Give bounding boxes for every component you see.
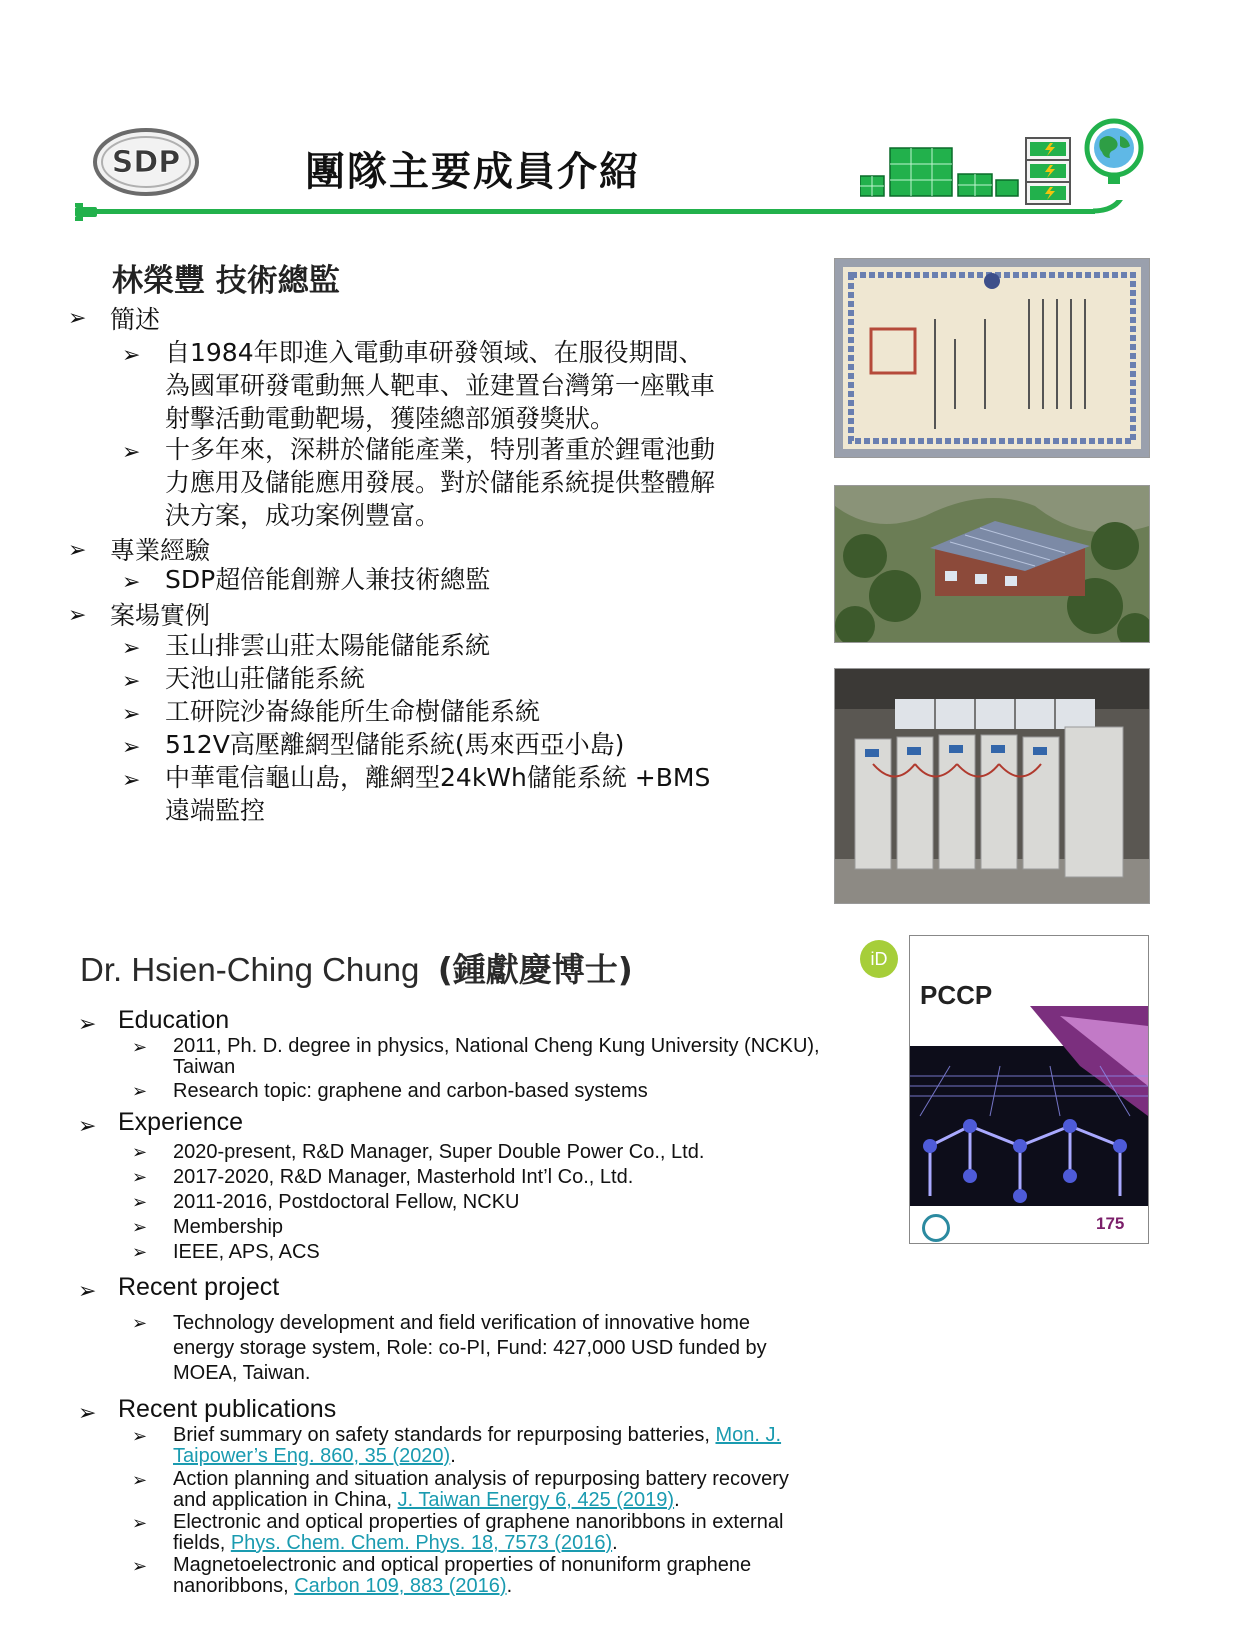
text-line: Magnetoelectronic and optical properties of nonuniform graphene [173, 1554, 752, 1576]
bullet-arrow-icon: ➢ [132, 1513, 148, 1534]
text-line: . [674, 1489, 680, 1511]
text-line: energy storage system, Role: co-PI, Fund: 427,000 USD funded by [173, 1337, 767, 1359]
bullet-arrow-icon: ➢ [122, 636, 141, 661]
member1-case-item [165, 761, 805, 827]
publication-link[interactable]: J. Taiwan Energy 6, 425 (2019) [397, 1489, 675, 1511]
publication-item [173, 1555, 913, 1597]
orcid-icon[interactable]: iD [860, 940, 898, 978]
text-line: 遠端監控 [165, 796, 266, 825]
award-certificate-photo [834, 258, 1150, 458]
bullet-arrow-icon: ➢ [78, 1401, 97, 1426]
text-line: 天池山莊儲能系統 [165, 664, 366, 693]
text-line: 自1984年即進入電動車研發領域、在服役期間、 [165, 338, 704, 367]
sdp-logo [92, 126, 200, 198]
project-item [173, 1311, 913, 1386]
bullet-arrow-icon: ➢ [132, 1142, 148, 1163]
bullet-arrow-icon: ➢ [122, 768, 141, 793]
text-line: Technology development and field verification of innovative home [173, 1312, 751, 1334]
experience-item: 2020-present, R&D Manager, Super Double Power Co., Ltd. [173, 1141, 705, 1163]
bullet-arrow-icon: ➢ [122, 669, 141, 694]
bullet-arrow-icon: ➢ [132, 1217, 148, 1238]
graphene-lattice-image [910, 1006, 1148, 1206]
text-line: SDP超倍能創辦人兼技術總監 [165, 565, 491, 594]
bullet-arrow-icon: ➢ [132, 1037, 148, 1058]
text-line: 2011, Ph. D. degree in physics, National Cheng Kung University (NCKU), [173, 1035, 820, 1057]
bullet-arrow-icon: ➢ [68, 538, 87, 563]
publication-link[interactable]: Phys. Chem. Chem. Phys. 18, 7573 (2016) [230, 1532, 613, 1554]
text-line: nanoribbons, [173, 1575, 295, 1597]
publication-link[interactable]: Carbon 109, 883 (2016) [294, 1575, 507, 1597]
member1-heading-experience: 專業經驗 [110, 536, 211, 565]
bullet-arrow-icon: ➢ [122, 440, 141, 465]
page-title: 團隊主要成員介紹 [305, 149, 641, 195]
text-line: 力應用及儲能應用發展。對於儲能系統提供整體解 [165, 468, 716, 497]
member2-name-en: Dr. Hsien-Ching Chung [80, 951, 420, 988]
battery-room-photo [834, 668, 1150, 904]
bullet-arrow-icon: ➢ [78, 1012, 97, 1037]
text-line: and application in China, [173, 1489, 398, 1511]
project-heading: Recent project [118, 1273, 280, 1301]
publications-heading: Recent publications [118, 1395, 337, 1423]
education-item [173, 1036, 913, 1078]
text-line: Brief summary on safety standards for repurposing batteries, [173, 1424, 716, 1446]
member1-name: 林榮豐 技術總監 [112, 263, 340, 299]
education-item: Research topic: graphene and carbon-based systems [173, 1080, 648, 1102]
text-line: MOEA, Taiwan. [173, 1362, 311, 1384]
member1-heading-cases: 案場實例 [110, 601, 211, 630]
mountain-lodge-solar-photo [834, 485, 1150, 643]
bullet-arrow-icon: ➢ [132, 1192, 148, 1213]
bullet-arrow-icon: ➢ [122, 702, 141, 727]
member1-case-item [165, 662, 805, 695]
member2-name [80, 944, 633, 991]
text-line: . [612, 1532, 618, 1554]
bullet-arrow-icon: ➢ [132, 1242, 148, 1263]
member1-case-item [165, 728, 805, 761]
text-line: Electronic and optical properties of graphene nanoribbons in external [173, 1511, 784, 1533]
publication-link[interactable]: Mon. J. [715, 1424, 782, 1446]
experience-item: 2011-2016, Postdoctoral Fellow, NCKU [173, 1191, 520, 1213]
bullet-arrow-icon: ➢ [78, 1114, 97, 1139]
member2-name-zh: (鍾獻慶博士) [437, 950, 633, 989]
publication-item [173, 1425, 913, 1467]
publication-item [173, 1469, 913, 1511]
bullet-arrow-icon: ➢ [132, 1167, 148, 1188]
journal-number: 175 [1096, 1214, 1125, 1233]
text-line: 工研院沙崙綠能所生命樹儲能系統 [165, 697, 541, 726]
rsc-logo-icon [922, 1214, 950, 1242]
text-line: . [506, 1575, 513, 1597]
education-heading: Education [118, 1006, 230, 1034]
member1-heading-summary: 簡述 [110, 305, 161, 334]
text-line: 射擊活動電動靶場，獲陸總部頒發獎狀。 [165, 404, 616, 433]
bullet-arrow-icon: ➢ [122, 570, 141, 595]
text-line: 十多年來，深耕於儲能產業，特別著重於鋰電池動 [165, 435, 716, 464]
bullet-arrow-icon: ➢ [68, 306, 87, 331]
member1-case-item [165, 629, 805, 662]
experience-item: IEEE, APS, ACS [173, 1241, 320, 1263]
member1-case-item [165, 695, 805, 728]
member1-summary-item [165, 336, 805, 435]
bullet-arrow-icon: ➢ [78, 1279, 97, 1304]
publication-item [173, 1512, 913, 1554]
pccp-journal-cover [909, 935, 1149, 1244]
member1-summary-item [165, 433, 805, 532]
bullet-arrow-icon: ➢ [132, 1313, 148, 1334]
text-line: 決方案，成功案例豐富。 [165, 501, 441, 530]
bullet-arrow-icon: ➢ [132, 1470, 148, 1491]
bullet-arrow-icon: ➢ [122, 343, 141, 368]
text-line: Action planning and situation analysis of repurposing battery recovery [173, 1468, 789, 1490]
text-line: . [450, 1445, 456, 1467]
logo-text: SDP [111, 145, 181, 180]
solar-battery-earth-illustration [860, 118, 1150, 218]
member1-experience-item [165, 563, 805, 596]
bullet-arrow-icon: ➢ [132, 1556, 148, 1577]
bullet-arrow-icon: ➢ [68, 603, 87, 628]
text-line: 中華電信龜山島，離網型24kWh儲能系統 +BMS [165, 763, 711, 792]
bullet-arrow-icon: ➢ [132, 1081, 148, 1102]
bullet-arrow-icon: ➢ [122, 735, 141, 760]
text-line: 玉山排雲山莊太陽能儲能系統 [165, 631, 491, 660]
text-line: 為國軍研發電動無人靶車、並建置台灣第一座戰車 [165, 371, 716, 400]
experience-heading: Experience [118, 1108, 244, 1136]
publication-link[interactable]: Taipower’s Eng. 860, 35 (2020) [173, 1445, 451, 1467]
text-line: Taiwan [173, 1056, 236, 1078]
text-line: 512V高壓離網型儲能系統(馬來西亞小島) [165, 730, 625, 759]
bullet-arrow-icon: ➢ [132, 1426, 148, 1447]
experience-item: 2017-2020, R&D Manager, Masterhold Int’l Co., Ltd. [173, 1166, 634, 1188]
text-line: fields, [173, 1532, 231, 1554]
journal-title: PCCP [920, 980, 993, 1010]
experience-item: Membership [173, 1216, 284, 1238]
